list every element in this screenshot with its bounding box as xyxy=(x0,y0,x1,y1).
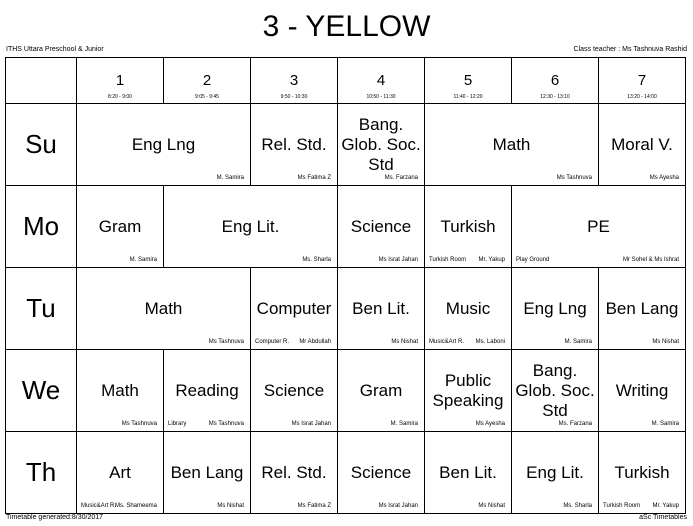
day-label: Mo xyxy=(6,186,77,268)
page-title: 3 - YELLOW xyxy=(262,10,431,43)
teacher-name: Ms Nishat xyxy=(217,503,244,509)
period-time: 11:40 - 12:20 xyxy=(453,94,483,100)
teacher-name: Ms Fatima Z xyxy=(297,503,331,509)
period-header-7 xyxy=(599,58,686,104)
lesson-cell[interactable] xyxy=(77,104,251,186)
period-header-row xyxy=(6,58,686,104)
subject-name: Bang. Glob. Soc. Std xyxy=(341,114,421,174)
lesson-cell[interactable] xyxy=(251,268,338,350)
period-time: 13:20 - 14:00 xyxy=(627,94,657,100)
day-label: Th xyxy=(6,432,77,514)
timetable-body xyxy=(6,104,686,514)
subject-name: Public Speaking xyxy=(432,370,504,410)
lesson-cell[interactable] xyxy=(77,432,164,514)
lesson-cell[interactable] xyxy=(425,268,512,350)
period-header-4 xyxy=(338,58,425,104)
room-name: Play Ground xyxy=(516,257,550,263)
teacher-name: Mr. Yakup xyxy=(478,257,505,263)
lesson-cell[interactable] xyxy=(512,432,599,514)
teacher-name: M. Samira xyxy=(564,339,592,345)
room-name: Computer R. xyxy=(255,339,290,345)
subject-name: Turkish xyxy=(614,462,670,482)
subject-name: Math xyxy=(492,134,531,154)
subject-name: Turkish xyxy=(440,216,496,236)
teacher-name: Ms Fatima Z xyxy=(297,175,331,181)
period-time: 9:50 - 10:30 xyxy=(280,94,308,100)
day-label: Su xyxy=(6,104,77,186)
teacher-name: Mr. Yakup xyxy=(652,503,679,509)
subject-name: Ben Lang xyxy=(605,298,679,318)
period-header-6 xyxy=(512,58,599,104)
period-time: 9:05 - 9:45 xyxy=(195,94,219,100)
period-header-1 xyxy=(77,58,164,104)
subject-name: Bang. Glob. Soc. Std xyxy=(515,360,595,420)
subject-name: Rel. Std. xyxy=(261,134,327,154)
period-number: 5 xyxy=(463,72,473,89)
lesson-cell[interactable] xyxy=(512,186,686,268)
period-number: 6 xyxy=(550,72,560,89)
subject-name: PE xyxy=(587,216,610,236)
lesson-cell[interactable] xyxy=(512,350,599,432)
day-row xyxy=(6,350,686,432)
lesson-cell[interactable] xyxy=(425,350,512,432)
period-time: 12:30 - 13:10 xyxy=(540,94,570,100)
period-header-2 xyxy=(164,58,251,104)
teacher-name: Ms Tashnuva xyxy=(121,421,157,427)
subject-name: Math xyxy=(144,298,183,318)
room-name: Turkish Room xyxy=(429,257,467,263)
subject-name: Ben Lit. xyxy=(439,462,497,482)
subject-name: Math xyxy=(101,380,139,400)
period-header-3 xyxy=(251,58,338,104)
lesson-cell[interactable] xyxy=(425,432,512,514)
room-name: Music&Art R. xyxy=(429,339,465,345)
day-label: Tu xyxy=(6,268,77,350)
room-name: Library xyxy=(168,421,187,427)
subject-name: Music xyxy=(445,298,491,318)
period-header-5 xyxy=(425,58,512,104)
teacher-name: Ms Israt Jahan xyxy=(378,503,418,509)
teacher-name: Ms. Farzana xyxy=(384,175,418,181)
period-time: 10:50 - 11:30 xyxy=(366,94,396,100)
subject-name: Eng Lng xyxy=(523,298,587,318)
subject-name: Gram xyxy=(359,380,403,400)
lesson-cell[interactable] xyxy=(425,186,512,268)
teacher-name: M. Samira xyxy=(390,421,418,427)
generated-date: Timetable generated:8/30/2017 xyxy=(6,514,104,521)
lesson-cell[interactable] xyxy=(164,350,251,432)
lesson-cell[interactable] xyxy=(77,350,164,432)
period-number: 2 xyxy=(202,72,212,89)
lesson-cell[interactable] xyxy=(599,268,686,350)
lesson-cell[interactable] xyxy=(338,350,425,432)
day-row xyxy=(6,186,686,268)
lesson-cell[interactable] xyxy=(164,432,251,514)
class-teacher: Class teacher : Ms Tashnuva Rashid xyxy=(573,46,687,53)
day-label: We xyxy=(6,350,77,432)
school-name: ITHS Uttara Preschool & Junior xyxy=(6,46,104,53)
teacher-name: Ms Tashnuva xyxy=(208,339,244,345)
teacher-name: Ms Nishat xyxy=(652,339,679,345)
teacher-name: M. Samira xyxy=(651,421,679,427)
teacher-name: Ms Nishat xyxy=(478,503,505,509)
subject-name: Ben Lang xyxy=(170,462,244,482)
lesson-cell[interactable] xyxy=(599,350,686,432)
day-row xyxy=(6,104,686,186)
subject-name: Eng Lit. xyxy=(526,462,584,482)
lesson-cell[interactable] xyxy=(164,186,338,268)
room-name: Turkish Room xyxy=(603,503,641,509)
subject-name: Writing xyxy=(615,380,669,400)
lesson-cell[interactable] xyxy=(512,268,599,350)
subject-name: Moral V. xyxy=(611,134,673,154)
teacher-name: Ms Tashnuva xyxy=(556,175,592,181)
subject-name: Eng Lit. xyxy=(221,216,280,236)
corner-cell xyxy=(6,58,77,104)
period-number: 7 xyxy=(637,72,647,89)
subject-name: Reading xyxy=(175,380,239,400)
day-row xyxy=(6,432,686,514)
lesson-cell[interactable] xyxy=(599,432,686,514)
subject-name: Science xyxy=(350,216,412,236)
lesson-cell[interactable] xyxy=(77,268,251,350)
teacher-name: Ms. Farzana xyxy=(558,421,592,427)
subject-name: Rel. Std. xyxy=(261,462,327,482)
subject-name: Ben Lit. xyxy=(352,298,410,318)
teacher-name: Ms Israt Jahan xyxy=(291,421,331,427)
lesson-cell[interactable] xyxy=(251,350,338,432)
lesson-cell[interactable] xyxy=(251,432,338,514)
timetable xyxy=(5,57,686,514)
lesson-cell[interactable] xyxy=(425,104,599,186)
period-time: 8:20 - 9:00 xyxy=(108,94,132,100)
teacher-name: Ms. Sharla xyxy=(302,257,331,263)
lesson-cell[interactable] xyxy=(251,104,338,186)
subject-name: Gram xyxy=(98,216,142,236)
lesson-cell[interactable] xyxy=(77,186,164,268)
lesson-cell[interactable] xyxy=(338,268,425,350)
lesson-cell[interactable] xyxy=(338,104,425,186)
subject-name: Science xyxy=(263,380,325,400)
subject-name: Eng Lng xyxy=(131,134,196,154)
teacher-name: M. Samira xyxy=(216,175,244,181)
lesson-cell[interactable] xyxy=(338,186,425,268)
teacher-name: Mr Sohel & Ms Ishrat xyxy=(622,257,679,263)
room-name: Music&Art R. xyxy=(81,503,117,509)
period-number: 1 xyxy=(115,72,125,89)
teacher-name: Ms. Shameema xyxy=(114,503,157,509)
teacher-name: Ms Ayesha xyxy=(649,175,679,181)
teacher-name: Ms. Sharla xyxy=(563,503,592,509)
period-number: 4 xyxy=(376,72,386,89)
subject-name: Computer xyxy=(256,298,332,318)
teacher-name: M. Samira xyxy=(129,257,157,263)
teacher-name: Ms Tashnuva xyxy=(208,421,244,427)
subject-name: Science xyxy=(350,462,412,482)
teacher-name: Mr Abdullah xyxy=(299,339,331,345)
teacher-name: Ms. Laboni xyxy=(475,339,505,345)
subject-name: Art xyxy=(109,462,131,482)
day-row xyxy=(6,268,686,350)
lesson-cell[interactable] xyxy=(338,432,425,514)
teacher-name: Ms Israt Jahan xyxy=(378,257,418,263)
teacher-name: Ms Ayesha xyxy=(475,421,505,427)
teacher-name: Ms Nishat xyxy=(391,339,418,345)
period-number: 3 xyxy=(289,72,299,89)
software-credit: aSc Timetables xyxy=(639,514,687,521)
lesson-cell[interactable] xyxy=(599,104,686,186)
